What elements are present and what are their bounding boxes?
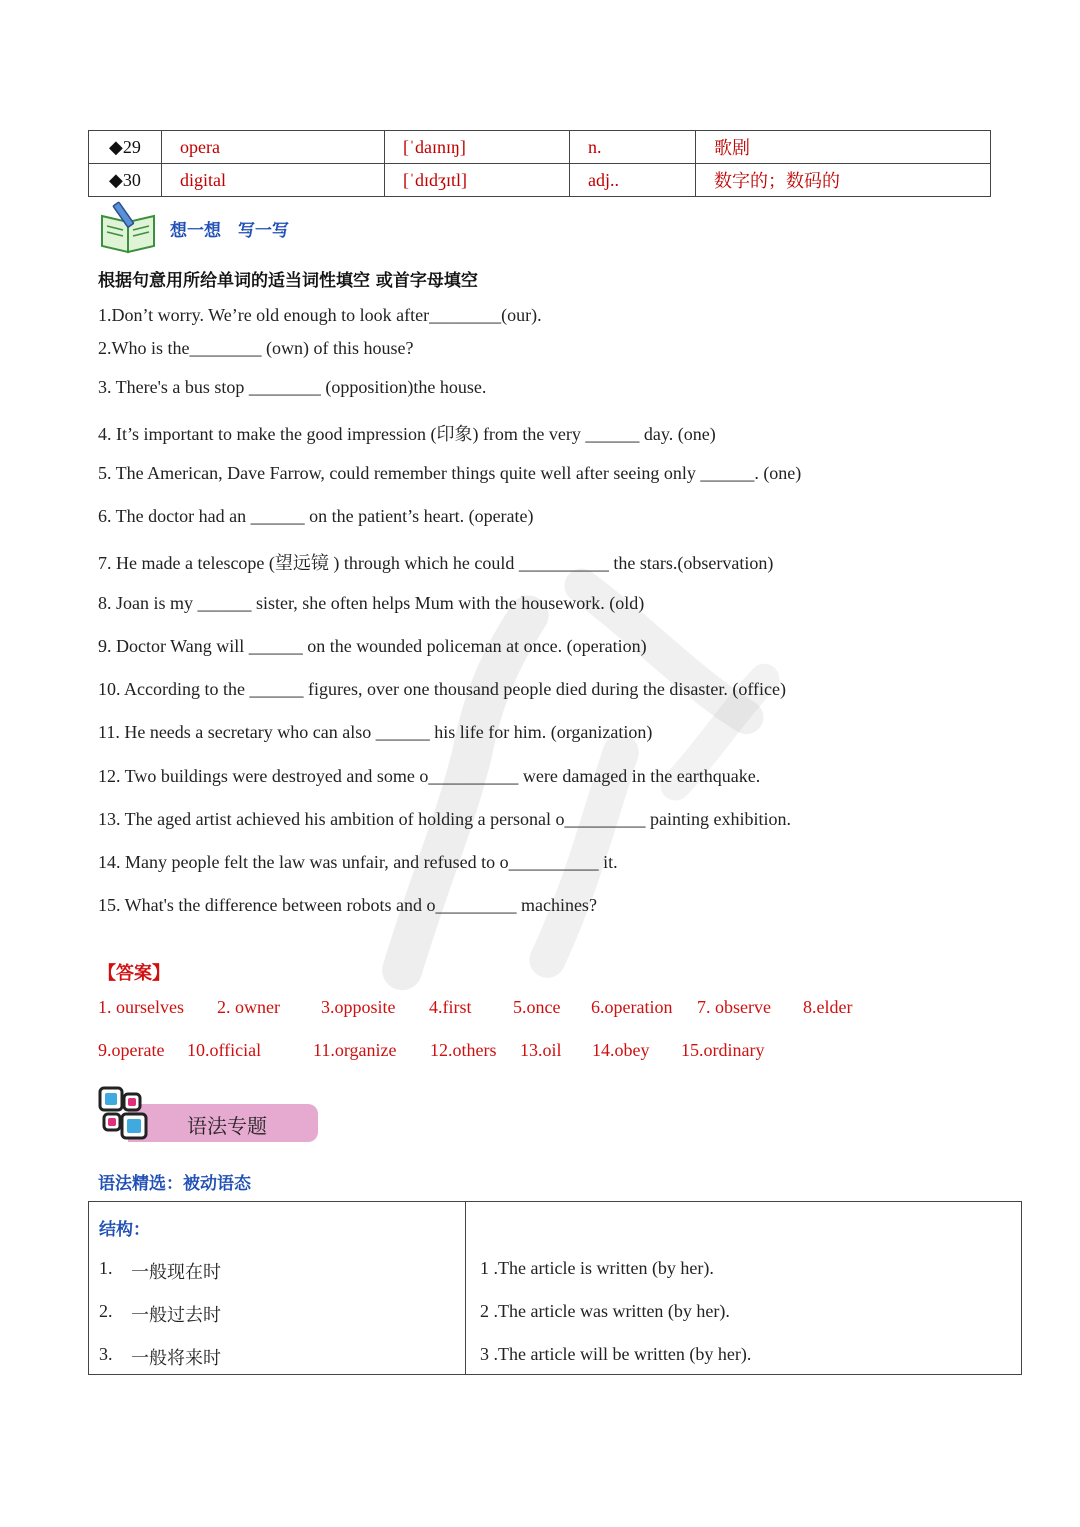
tense-example: 2 .The article was written (by her).: [480, 1301, 730, 1321]
vocab-meaning: 数字的；数码的: [696, 164, 991, 197]
question-4: 4. It’s important to make the good impression (印象) from the very ______ day. (one): [98, 424, 716, 444]
vocab-phonetic: [ˈdaɪnɪŋ]: [385, 131, 570, 164]
tense-number: 3.: [99, 1344, 113, 1364]
answer-heading: 【答案】: [98, 963, 170, 984]
question-3: 3. There's a bus stop ________ (opposition)the house.: [98, 377, 487, 397]
table-divider: [465, 1202, 466, 1374]
answer-item: 15.ordinary: [681, 1040, 765, 1060]
tense-example: 3 .The article will be written (by her).: [480, 1344, 752, 1364]
answer-item: 4.first: [429, 997, 472, 1017]
answer-item: 9.operate: [98, 1040, 165, 1060]
vocab-number: ◆30: [89, 164, 162, 197]
tense-name: 一般过去时: [131, 1305, 221, 1325]
tense-number: 2.: [99, 1301, 113, 1321]
answer-item: 8.elder: [803, 997, 853, 1017]
grammar-table: [88, 1201, 1022, 1375]
vocab-phonetic: [ˈdɪdʒɪtl]: [385, 164, 570, 197]
tense-example: 1 .The article is written (by her).: [480, 1258, 714, 1278]
answer-item: 11.organize: [313, 1040, 397, 1060]
section-title-think-write: 想一想 写一写: [170, 221, 289, 241]
table-row: [89, 164, 991, 197]
grammar-subtitle: 语法精选：被动语态: [98, 1174, 251, 1194]
vocab-table: [88, 130, 991, 197]
question-13: 13. The aged artist achieved his ambition of holding a personal o_________ painting exhibition.: [98, 809, 792, 829]
question-8: 8. Joan is my ______ sister, she often helps Mum with the housework. (old): [98, 593, 645, 613]
structure-label: 结构：: [99, 1220, 150, 1240]
question-9: 9. Doctor Wang will ______ on the wounded policeman at once. (operation): [98, 636, 647, 656]
answer-item: 3.opposite: [321, 997, 396, 1017]
answer-item: 5.once: [513, 997, 561, 1017]
vocab-word: digital: [162, 164, 385, 197]
question-6: 6. The doctor had an ______ on the patient’s heart. (operate): [98, 506, 534, 526]
tense-name: 一般现在时: [131, 1262, 221, 1282]
answer-item: 2. owner: [217, 997, 280, 1017]
tense-number: 1.: [99, 1258, 113, 1278]
question-12: 12. Two buildings were destroyed and some o__________ were damaged in the earthquake.: [98, 766, 761, 786]
answer-item: 14.obey: [592, 1040, 650, 1060]
vocab-meaning: 歌剧: [696, 131, 991, 164]
answer-item: 12.others: [430, 1040, 497, 1060]
answer-item: 6.operation: [591, 997, 673, 1017]
answer-item: 10.official: [187, 1040, 262, 1060]
book-pencil-icon: [98, 200, 160, 259]
vocab-pos: adj..: [570, 164, 696, 197]
question-14: 14. Many people felt the law was unfair, and refused to o__________ it.: [98, 852, 618, 872]
exercise-instruction: 根据句意用所给单词的适当词性填空 或首字母填空: [98, 271, 478, 291]
vocab-pos: n.: [570, 131, 696, 164]
question-11: 11. He needs a secretary who can also ______ his life for him. (organization): [98, 722, 653, 742]
vocab-word: opera: [162, 131, 385, 164]
section-title-grammar: 语法专题: [187, 1114, 267, 1138]
vocab-number: ◆29: [89, 131, 162, 164]
question-2: 2.Who is the________ (own) of this house?: [98, 338, 414, 358]
question-5: 5. The American, Dave Farrow, could remember things quite well after seeing only ______. (one): [98, 463, 802, 483]
answer-item: 7. observe: [697, 997, 771, 1017]
question-10: 10. According to the ______ figures, over one thousand people died during the disaster. (office): [98, 679, 786, 699]
question-7: 7. He made a telescope (望远镜 ) through which he could __________ the stars.(observation): [98, 553, 774, 573]
question-1: 1.Don’t worry. We’re old enough to look after________(our).: [98, 305, 542, 325]
answer-item: 13.oil: [520, 1040, 562, 1060]
tense-name: 一般将来时: [131, 1348, 221, 1368]
answer-item: 1. ourselves: [98, 997, 184, 1017]
question-15: 15. What's the difference between robots and o_________ machines?: [98, 895, 597, 915]
grammar-blocks-icon: [96, 1084, 152, 1147]
table-row: [89, 131, 991, 164]
